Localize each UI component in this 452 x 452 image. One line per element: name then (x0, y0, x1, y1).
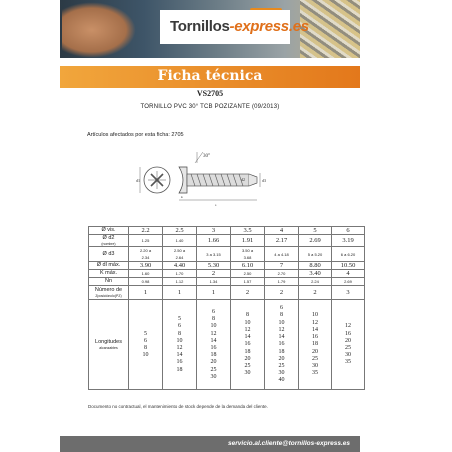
table-cell: 1.91 (231, 235, 265, 247)
table-cell: 3 (332, 286, 365, 300)
cell-line: 18 (176, 366, 183, 373)
cell-line: 12 (244, 326, 251, 333)
cell-line: 10 (176, 337, 183, 344)
table-cell: 2 (197, 270, 231, 278)
table-cell: 8.80 (299, 262, 332, 270)
table-cell: 2.24 (299, 278, 332, 286)
table-cell (332, 247, 365, 262)
table-cell: 2 (231, 286, 265, 300)
table-cell: 1 (197, 286, 231, 300)
cell-line: 30 (312, 362, 318, 369)
reference-code: VS2705 (196, 89, 224, 98)
table-cell: 1.66 (197, 235, 231, 247)
cell-line: 35 (312, 370, 318, 377)
cell-line: 10 (244, 319, 251, 326)
table-cell: 2 (265, 286, 299, 300)
cell-line: 30 (278, 370, 285, 377)
table-cell: 6.10 (231, 262, 265, 270)
table-cell (231, 247, 265, 262)
table-cell: 0.98 (129, 278, 163, 286)
screw-tip (249, 174, 257, 186)
column-header: 2.2 (129, 227, 163, 235)
table-row (89, 227, 365, 235)
cell-line: 16 (210, 344, 217, 351)
table-cell: 2.69 (332, 278, 365, 286)
table-cell: 2.50 (231, 270, 265, 278)
angle-label: 30° (203, 154, 210, 159)
row-header-diameter: Ø vis. (89, 227, 129, 235)
cell-line: 8 (144, 344, 147, 351)
table-row (89, 235, 365, 247)
table-cell: 1.25 (129, 235, 163, 247)
cell-line: 8 (246, 312, 249, 319)
cell-line: 20 (312, 348, 318, 355)
table-cell (299, 300, 332, 390)
cell-line: 18 (244, 348, 251, 355)
cell-line: 6 a 6.20 (340, 251, 356, 257)
cell-line: 12 (176, 344, 183, 351)
table-cell: 1 (129, 286, 163, 300)
disclaimer-note: Documento no contractual, el mantenimiento de stock depende de la demanda del cliente. (88, 404, 268, 409)
cell-line: 10 (142, 352, 149, 359)
table-cell (197, 247, 231, 262)
table-cell: 1.60 (129, 270, 163, 278)
table-cell (332, 300, 365, 390)
cell-line: 16 (345, 330, 351, 337)
cell-line: 30 (244, 370, 251, 377)
cell-line: 2.34 (141, 255, 150, 261)
cell-line: 3.68 (243, 255, 252, 261)
cell-line: 20 (345, 337, 351, 344)
row-header-n: Nn (89, 278, 129, 286)
cell-line: 40 (278, 377, 285, 384)
cell-line: 12 (312, 319, 318, 326)
table-row (89, 270, 365, 278)
table-cell: 3.19 (332, 235, 365, 247)
table-row (89, 247, 365, 262)
cell-line: 16 (278, 341, 285, 348)
d1-label: d1 (136, 178, 140, 183)
cell-line: 18 (312, 341, 318, 348)
table-row (89, 278, 365, 286)
table-cell: 3.40 (299, 270, 332, 278)
cell-line: 25 (210, 366, 217, 373)
cell-line: 30 (345, 352, 351, 359)
table-cell: 2 (299, 286, 332, 300)
table-cell: 1.34 (197, 278, 231, 286)
table-cell: 2.70 (265, 270, 299, 278)
table-row (89, 262, 365, 270)
sheet-title: Ficha técnica (157, 68, 263, 84)
table-cell: 3.90 (129, 262, 163, 270)
cell-line: 14 (210, 337, 217, 344)
table-cell: 1.40 (163, 235, 197, 247)
table-cell: 7 (265, 262, 299, 270)
footer-email-link[interactable]: servicio.al.cliente@tornillos-express.es (228, 440, 350, 447)
product-subtitle: TORNILLO PVC 30° TCB POZIZANTE (09/2013) (140, 104, 280, 110)
screws-image (300, 0, 360, 58)
cell-line: 2.20 a (139, 248, 152, 253)
table-cell: 10.50 (332, 262, 365, 270)
cell-line: 25 (244, 362, 251, 369)
cell-line: 12 (345, 323, 351, 330)
cell-line: 8 (280, 312, 283, 319)
table-row (89, 300, 365, 390)
cell-line: 16 (244, 341, 251, 348)
table-cell (231, 300, 265, 390)
s-label: s (215, 203, 217, 207)
table-cell: 2.17 (265, 235, 299, 247)
cell-line: 3.50 a (241, 248, 254, 253)
cell-line: 12 (278, 326, 285, 333)
row-header-d1: Ø dl máx. (89, 262, 129, 270)
screw-head-side (179, 167, 187, 193)
cell-line: 2.50 a (173, 248, 186, 253)
table-row (89, 286, 365, 300)
cell-line: 5 (144, 330, 147, 337)
cell-line: 10 (278, 319, 285, 326)
cell-line: 6 (178, 323, 181, 330)
table-cell: 1.12 (163, 278, 197, 286)
row-header-pz: Número de Zposiciónclo(PZ) (89, 286, 129, 300)
d2-label: d2 (241, 177, 245, 182)
table-cell: 1.79 (265, 278, 299, 286)
cell-line: 16 (312, 334, 318, 341)
cell-line: 6 (212, 308, 215, 315)
table-cell: 1 (163, 286, 197, 300)
cell-line: 35 (345, 359, 351, 366)
table-cell (265, 300, 299, 390)
cell-line: 5 (178, 316, 181, 323)
table-cell (197, 300, 231, 390)
hand-image (62, 2, 136, 58)
cell-line: 16 (176, 359, 183, 366)
brand-logo: Tornillos-express.es (170, 18, 309, 35)
table-cell (163, 300, 197, 390)
cell-line: 5 a 5.20 (307, 251, 323, 257)
row-header-d2: Ø d2 (nombre) (89, 235, 129, 247)
table-cell: 1.70 (163, 270, 197, 278)
row-subheader: Zposiciónclo(PZ) (95, 294, 122, 299)
row-header-k: K máx. (89, 270, 129, 278)
k-label: k (181, 195, 183, 199)
cell-line: 14 (176, 352, 183, 359)
cell-line: 10 (210, 323, 217, 330)
cell-line: 3 a 3.15 (206, 251, 221, 257)
cell-line: 25 (312, 355, 318, 362)
cell-line: 8 (212, 316, 215, 323)
d3-label: d3 (262, 178, 266, 183)
spec-table (88, 226, 365, 390)
cell-line: 30 (210, 373, 217, 380)
column-header: 3.5 (231, 227, 265, 235)
cell-line: 8 (178, 330, 181, 337)
cell-line: 25 (278, 362, 285, 369)
cell-line: 20 (278, 355, 285, 362)
row-header-d3: Ø d3 (89, 247, 129, 262)
cell-line: 4 a 4.18 (274, 251, 289, 257)
cell-line: 6 (280, 305, 283, 312)
affected-articles: Artículos afectados por esta ficha: 2705 (87, 132, 184, 138)
cell-line: 18 (278, 348, 285, 355)
screw-drawing (135, 148, 285, 208)
cell-line: 18 (210, 352, 217, 359)
row-header-lengths: Longitudes alcanzables (89, 300, 129, 390)
cell-line: 14 (244, 334, 251, 341)
table-cell (265, 247, 299, 262)
column-header: 5 (299, 227, 332, 235)
column-header: 2.5 (163, 227, 197, 235)
row-subheader: alcanzables (99, 346, 118, 351)
cell-line: 2.64 (175, 255, 184, 261)
cell-line: 6 (144, 337, 147, 344)
cell-line: 12 (210, 330, 217, 337)
cell-line: 10 (312, 312, 318, 319)
table-cell (299, 247, 332, 262)
table-cell (129, 300, 163, 390)
table-cell: 1.57 (231, 278, 265, 286)
column-header: 6 (332, 227, 365, 235)
table-cell: 4 (332, 270, 365, 278)
cell-line: 20 (210, 359, 217, 366)
cell-line: 20 (244, 355, 251, 362)
cell-line: 14 (278, 334, 285, 341)
cell-line: 14 (312, 326, 318, 333)
column-header: 4 (265, 227, 299, 235)
column-header: 3 (197, 227, 231, 235)
table-cell: 5.30 (197, 262, 231, 270)
row-subheader: (nombre) (101, 242, 116, 246)
table-cell: 2.69 (299, 235, 332, 247)
table-cell: 4.40 (163, 262, 197, 270)
table-cell (129, 247, 163, 262)
cell-line: 25 (345, 344, 351, 351)
table-cell (163, 247, 197, 262)
